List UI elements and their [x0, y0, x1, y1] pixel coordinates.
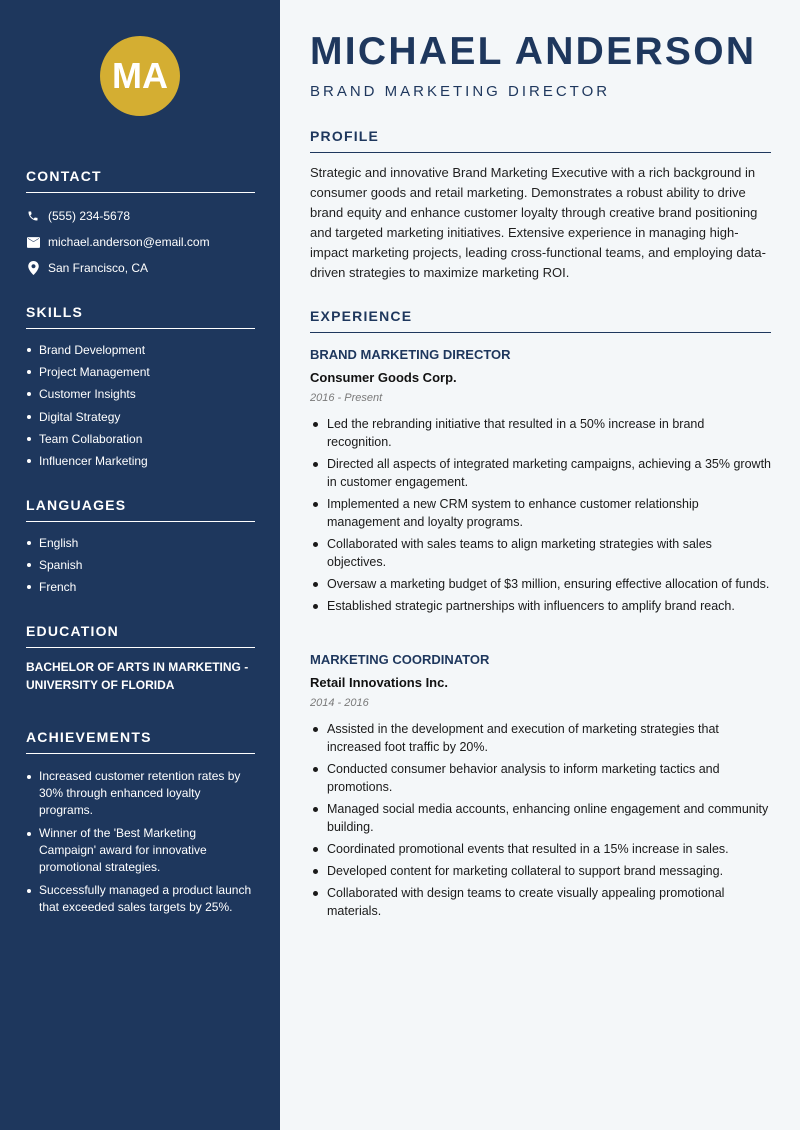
contact-email-text[interactable]: michael.anderson@email.com — [48, 235, 210, 249]
list-item: Conducted consumer behavior analysis to inform marketing tactics and promotions. — [310, 760, 771, 796]
list-item: Developed content for marketing collateral to support brand messaging. — [310, 862, 771, 880]
achievements-section — [26, 729, 255, 922]
languages-list — [26, 532, 255, 599]
contact-heading: CONTACT — [26, 168, 255, 193]
list-item: Established strategic partnerships with influencers to amplify brand reach. — [310, 597, 771, 615]
profile-heading: PROFILE — [310, 128, 771, 153]
list-item: English — [26, 532, 255, 554]
education-section — [26, 623, 255, 694]
avatar: MA — [100, 36, 180, 116]
list-item: Increased customer retention rates by 30% through enhanced loyalty programs. — [26, 768, 255, 819]
achievements-heading: ACHIEVEMENTS — [26, 729, 255, 754]
contact-location-text: San Francisco, CA — [48, 261, 149, 275]
skills-heading: SKILLS — [26, 304, 255, 329]
mail-icon — [26, 235, 40, 249]
list-item: Successfully managed a product launch that exceeded sales targets by 25%. — [26, 882, 255, 916]
sidebar — [0, 0, 280, 1130]
job-role: MARKETING COORDINATOR — [310, 652, 490, 667]
list-item: Influencer Marketing — [26, 450, 255, 472]
list-item: Brand Development — [26, 339, 255, 361]
list-item: Digital Strategy — [26, 406, 255, 428]
list-item: French — [26, 576, 255, 598]
job-entry — [310, 346, 771, 619]
list-item: Customer Insights — [26, 383, 255, 405]
contact-phone-text[interactable]: (555) 234-5678 — [48, 209, 131, 223]
location-pin-icon — [26, 261, 40, 275]
list-item: Managed social media accounts, enhancing online engagement and community building. — [310, 800, 771, 836]
list-item: Assisted in the development and execution of marketing strategies that increased foot traffic by 20%. — [310, 720, 771, 756]
languages-heading: LANGUAGES — [26, 497, 255, 522]
list-item: Implemented a new CRM system to enhance customer relationship management and loyalty programs. — [310, 495, 771, 531]
contact-email — [26, 229, 255, 255]
job-entry — [310, 651, 771, 924]
job-role: BRAND MARKETING DIRECTOR — [310, 347, 511, 362]
job-title: BRAND MARKETING DIRECTOR — [310, 83, 611, 100]
education-heading: EDUCATION — [26, 623, 255, 648]
contact-phone — [26, 203, 255, 229]
contact-location — [26, 255, 255, 281]
job-dates: 2016 - Present — [310, 392, 383, 404]
skills-section — [26, 304, 255, 472]
list-item: Spanish — [26, 554, 255, 576]
list-item: Led the rebranding initiative that resulted in a 50% increase in brand recognition. — [310, 415, 771, 451]
job-company: Consumer Goods Corp. — [310, 370, 457, 385]
contact-section — [26, 168, 255, 281]
list-item: Collaborated with sales teams to align marketing strategies with sales objectives. — [310, 535, 771, 571]
profile-text: Strategic and innovative Brand Marketing Executive with a rich background in consumer goods and retail marketing. Demonstrates a robust ability to drive brand equity and enhance customer loyalty through creative brand positioning and targeted marketing initiatives. Extensive experience in managing high-impact marketing projects, leading cross-functional teams, and employing data-driven strategies to maximize marketing ROI. — [310, 165, 766, 280]
education-degree: BACHELOR OF ARTS IN MARKETING - UNIVERSITY OF FLORIDA — [26, 660, 249, 692]
page-title: MICHAEL ANDERSON — [310, 30, 757, 73]
phone-icon — [26, 209, 40, 223]
list-item: Oversaw a marketing budget of $3 million, ensuring effective allocation of funds. — [310, 575, 771, 593]
list-item: Project Management — [26, 361, 255, 383]
job-dates: 2014 - 2016 — [310, 697, 369, 709]
list-item: Winner of the 'Best Marketing Campaign' award for innovative promotional strategies. — [26, 825, 255, 876]
job-bullets — [310, 720, 771, 920]
list-item: Coordinated promotional events that resulted in a 15% increase in sales. — [310, 840, 771, 858]
achievements-list — [26, 768, 255, 916]
skills-list — [26, 339, 255, 472]
experience-heading: EXPERIENCE — [310, 308, 771, 333]
list-item: Collaborated with design teams to create visually appealing promotional materials. — [310, 884, 771, 920]
job-company: Retail Innovations Inc. — [310, 675, 448, 690]
list-item: Directed all aspects of integrated marketing campaigns, achieving a 35% growth in customer engagement. — [310, 455, 771, 491]
list-item: Team Collaboration — [26, 428, 255, 450]
job-bullets — [310, 415, 771, 615]
languages-section — [26, 497, 255, 599]
